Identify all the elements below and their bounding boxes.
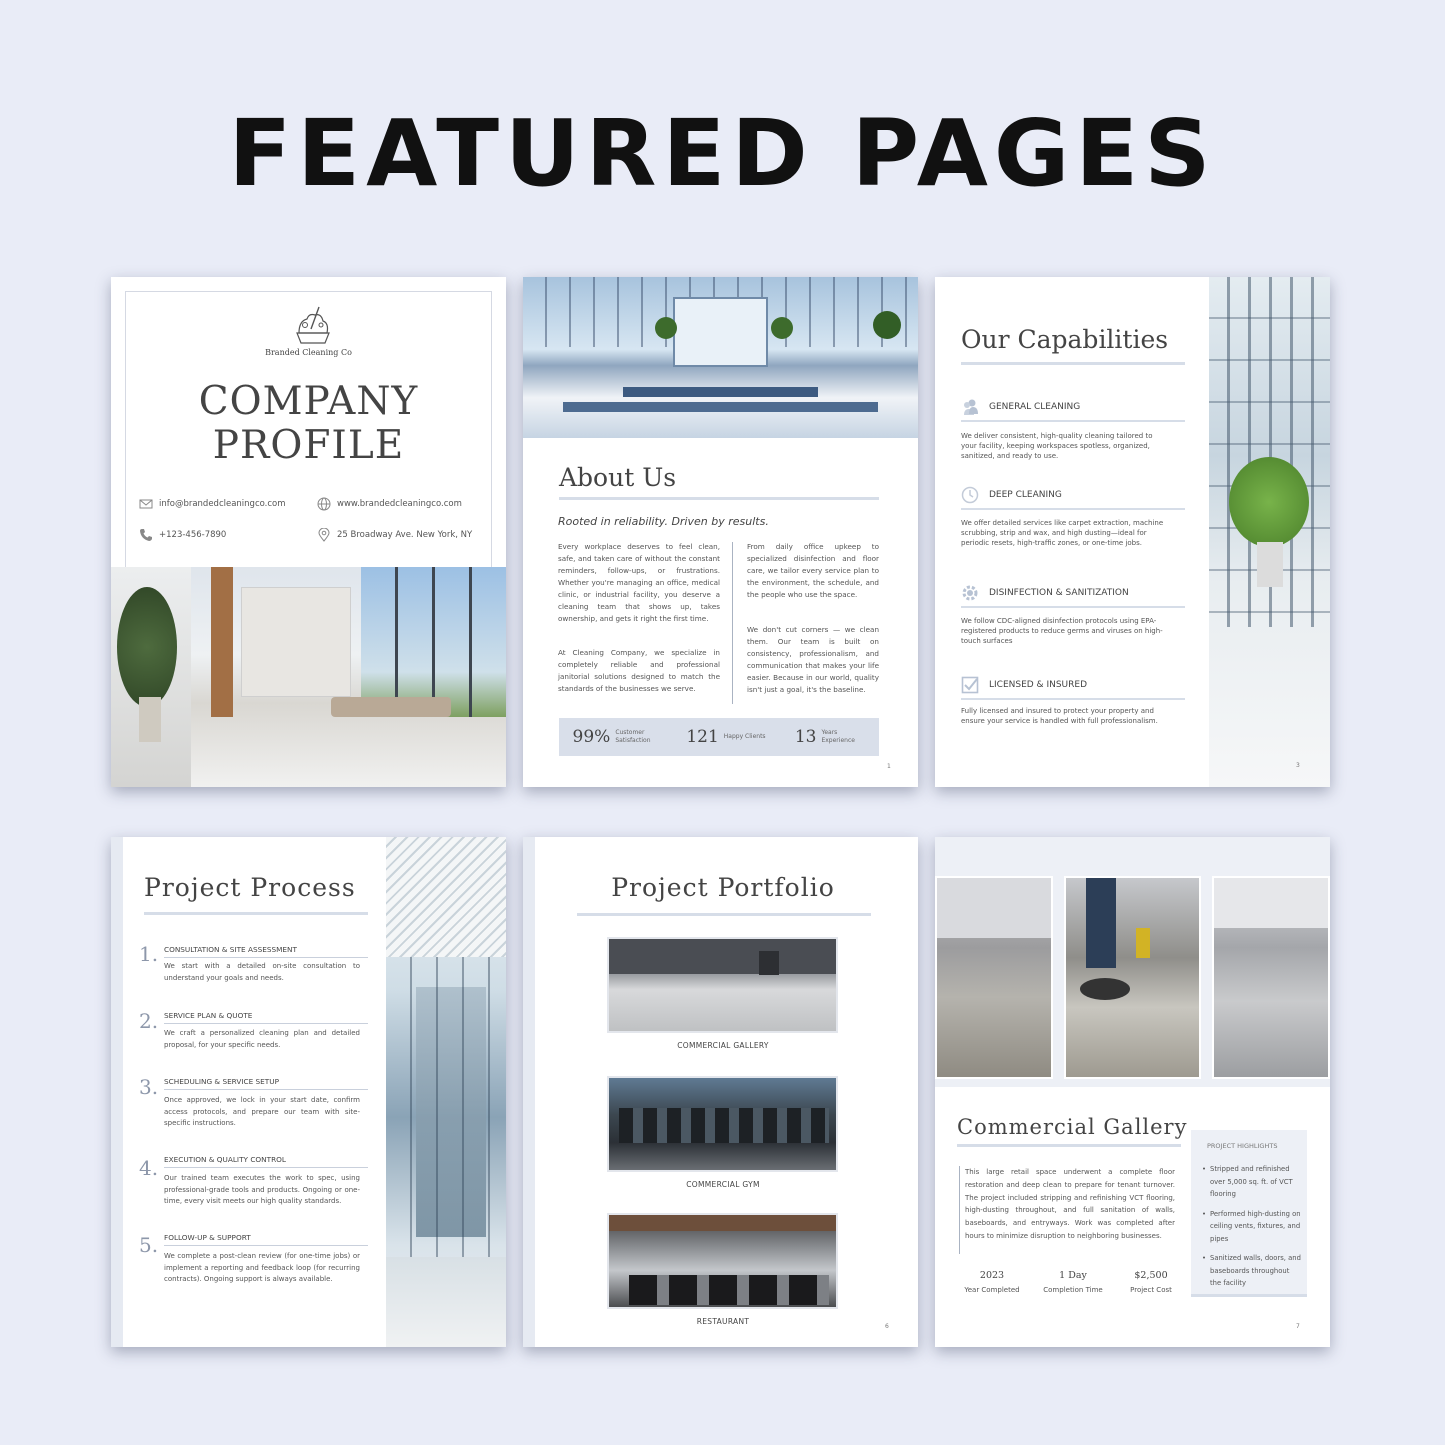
step-number: 1. (139, 942, 159, 966)
brand-logo-icon (293, 303, 333, 345)
meta-label: Completion Time (1043, 1286, 1103, 1294)
phone-icon (139, 528, 153, 542)
gallery-photo-empty-hall[interactable] (935, 876, 1053, 1079)
capabilities-title: Our Capabilities (961, 325, 1169, 354)
capability-desc: Fully licensed and insured to protect your property and ensure your service is handled with full professionalism. (961, 707, 1158, 725)
about-page[interactable] (523, 277, 918, 787)
portfolio-photo-restaurant[interactable] (607, 1213, 838, 1309)
cover-lobby-photo (111, 567, 506, 787)
about-col2-p1: From daily office upkeep to specialized disinfection and floor care, we tailor every service plan to the environment, the schedule, and the people who use the space. (747, 542, 879, 599)
highlight-item: • Sanitized walls, doors, and baseboards throughout the facility (1210, 1252, 1302, 1290)
step-title: CONSULTATION & SITE ASSESSMENT (164, 945, 368, 958)
cover-page[interactable] (111, 277, 506, 787)
process-page[interactable] (111, 837, 506, 1347)
about-col1-p1: Every workplace deserves to feel clean, safe, and taken care of without the constant reminders, follow-ups, or frustrations. Whether you're managing an office, medical clinic, or industrial facility, you deserve a cleaning team that shows up, takes ownership, and gets it right the first time. (558, 542, 720, 623)
page-number: 7 (1296, 1323, 1300, 1330)
left-accent-bar (523, 837, 535, 1347)
gallery-photo-floor-crew[interactable] (1064, 876, 1201, 1079)
website-text: www.brandedcleaningco.com (337, 499, 462, 509)
project-highlights-box (1191, 1130, 1307, 1297)
stat-label: Happy Clients (723, 733, 766, 740)
capability-title: GENERAL CLEANING (989, 402, 1081, 412)
capability-disinfection (961, 584, 1185, 608)
checkbox-icon (961, 676, 979, 694)
step-number: 3. (139, 1075, 159, 1099)
step-title: FOLLOW-UP & SUPPORT (164, 1233, 368, 1246)
capability-desc: We deliver consistent, high-quality cleaning tailored to your facility, keeping workspaces spotless, organized, sanitized, and ready to use. (961, 432, 1153, 460)
portfolio-caption: COMMERCIAL GYM (686, 1180, 760, 1189)
stats-bar (559, 718, 879, 756)
about-title: About Us (559, 463, 677, 492)
stat-label: Customer Satisfaction (615, 729, 651, 744)
meta-label: Year Completed (964, 1286, 1020, 1294)
step-title: SERVICE PLAN & QUOTE (164, 1011, 368, 1024)
meta-year (955, 1270, 1029, 1294)
stat-value: 99% (572, 727, 611, 747)
meta-cost (1118, 1270, 1184, 1294)
portfolio-photo-gallery[interactable] (607, 937, 838, 1033)
about-col1-p2: At Cleaning Company, we specialize in completely reliable and professional janitorial solutions designed to match the standards of the businesses we serve. (558, 648, 720, 693)
stat-value: 13 (794, 727, 817, 747)
step-number: 4. (139, 1156, 159, 1180)
gallery-photo-finished-floor[interactable] (1212, 876, 1330, 1079)
page-number: 1 (887, 763, 891, 770)
capability-title: DISINFECTION & SANITIZATION (989, 588, 1129, 598)
contact-address (317, 528, 472, 542)
capability-title: LICENSED & INSURED (989, 680, 1087, 690)
portfolio-page[interactable] (523, 837, 918, 1347)
highlights-title: PROJECT HIGHLIGHTS (1207, 1142, 1278, 1150)
capability-title: DEEP CLEANING (989, 490, 1062, 500)
step-title: SCHEDULING & SERVICE SETUP (164, 1077, 368, 1090)
process-title: Project Process (144, 873, 356, 902)
globe-icon (317, 497, 331, 511)
portfolio-title: Project Portfolio (611, 873, 835, 902)
contact-phone[interactable] (139, 528, 226, 542)
headline: FEATURED PAGES (228, 100, 1217, 207)
highlight-item: • Stripped and refinished over 5,000 sq. ft. of VCT flooring (1210, 1163, 1302, 1201)
step-desc: We complete a post-clean review (for one-time jobs) or implement a reporting and feedback loop (for recurring contracts). Ongoing support is always available. (164, 1252, 360, 1283)
step-title: EXECUTION & QUALITY CONTROL (164, 1155, 368, 1168)
gallery-title: Commercial Gallery (957, 1115, 1188, 1139)
step-desc: We start with a detailed on-site consultation to understand your goals and needs. (164, 962, 360, 982)
process-title-rule (144, 912, 368, 915)
cover-title-line2: PROFILE (212, 423, 405, 468)
gallery-page[interactable] (935, 837, 1330, 1347)
meta-value: 1 Day (1059, 1270, 1087, 1281)
email-text: info@brandedcleaningco.com (159, 499, 286, 509)
about-lobby-photo (523, 277, 918, 438)
phone-text: +123-456-7890 (159, 530, 227, 540)
meta-value: $2,500 (1134, 1270, 1168, 1281)
gallery-title-rule (957, 1144, 1181, 1147)
about-title-rule (559, 497, 879, 500)
capabilities-page[interactable] (935, 277, 1330, 787)
left-accent-bar (111, 837, 123, 1347)
portfolio-caption: RESTAURANT (696, 1317, 750, 1326)
column-divider (732, 542, 733, 704)
portfolio-photo-gym[interactable] (607, 1076, 838, 1172)
step-desc: Once approved, we lock in your start date, confirm access protocols, and prepare our team with site-specific instructions. (164, 1096, 360, 1127)
portfolio-caption: COMMERCIAL GALLERY (677, 1041, 769, 1050)
contact-website[interactable] (317, 497, 462, 511)
highlights-list (1210, 1163, 1302, 1297)
about-col2-p2: We don't cut corners — we clean them. Our team is built on consistency, professionalism, and communication that makes your life easier. Because in our world, quality isn't just a goal, it's the baseline. (747, 625, 879, 694)
step-number: 2. (139, 1009, 159, 1033)
capability-licensed (961, 676, 1185, 700)
mail-icon (139, 497, 153, 511)
step-desc: Our trained team executes the work to spec, using professional-grade tools and products. Ongoing or one-time, every visit meets our high quality standards. (164, 1174, 360, 1205)
gallery-desc: This large retail space underwent a complete floor restoration and deep clean to prepare for tenant turnover. The project included stripping and refinishing VCT flooring, high-dusting throughout, and full sanitation of walls, baseboards, and entryways. Work was completed after hours to minimize disruption to neighboring businesses. (965, 1168, 1175, 1240)
highlight-item: • Performed high-dusting on ceiling vents, fixtures, and pipes (1210, 1208, 1302, 1246)
portfolio-title-rule (577, 913, 871, 916)
gear-icon (961, 584, 979, 602)
brand-name: Branded Cleaning Co (265, 348, 352, 357)
stat-label: Years Experience (821, 729, 855, 744)
stat-clients (686, 727, 767, 747)
capability-desc: We follow CDC-aligned disinfection protocols using EPA-registered products to reduce germs and viruses on high-touch surfaces (961, 617, 1163, 645)
address-text: 25 Broadway Ave. New York, NY (337, 530, 473, 540)
stat-value: 121 (686, 727, 719, 747)
step-desc: We craft a personalized cleaning plan and detailed proposal, for your specific needs. (164, 1029, 360, 1049)
page-number: 6 (885, 1323, 889, 1330)
contact-email[interactable] (139, 497, 286, 511)
location-pin-icon (317, 528, 331, 542)
meta-value: 2023 (979, 1270, 1005, 1281)
stat-satisfaction (573, 727, 660, 747)
capability-general (961, 398, 1185, 422)
cover-title-line1: COMPANY (198, 379, 419, 424)
capability-deep (961, 486, 1185, 510)
users-icon (961, 398, 979, 416)
meta-label: Project Cost (1130, 1286, 1172, 1294)
capability-desc: We offer detailed services like carpet extraction, machine scrubbing, strip and wax, and high dusting—ideal for periodic resets, high-traffic zones, or one-time jobs. (961, 519, 1164, 547)
process-atrium-photo (386, 837, 506, 1347)
about-tagline: Rooted in reliability. Driven by results. (558, 515, 769, 528)
meta-time (1035, 1270, 1111, 1294)
stat-years (795, 727, 866, 747)
capabilities-window-photo (1209, 277, 1330, 787)
desc-side-rule (959, 1166, 960, 1254)
clock-icon (961, 486, 979, 504)
capabilities-title-rule (961, 362, 1185, 365)
step-number: 5. (139, 1233, 159, 1257)
page-number: 3 (1296, 762, 1300, 769)
